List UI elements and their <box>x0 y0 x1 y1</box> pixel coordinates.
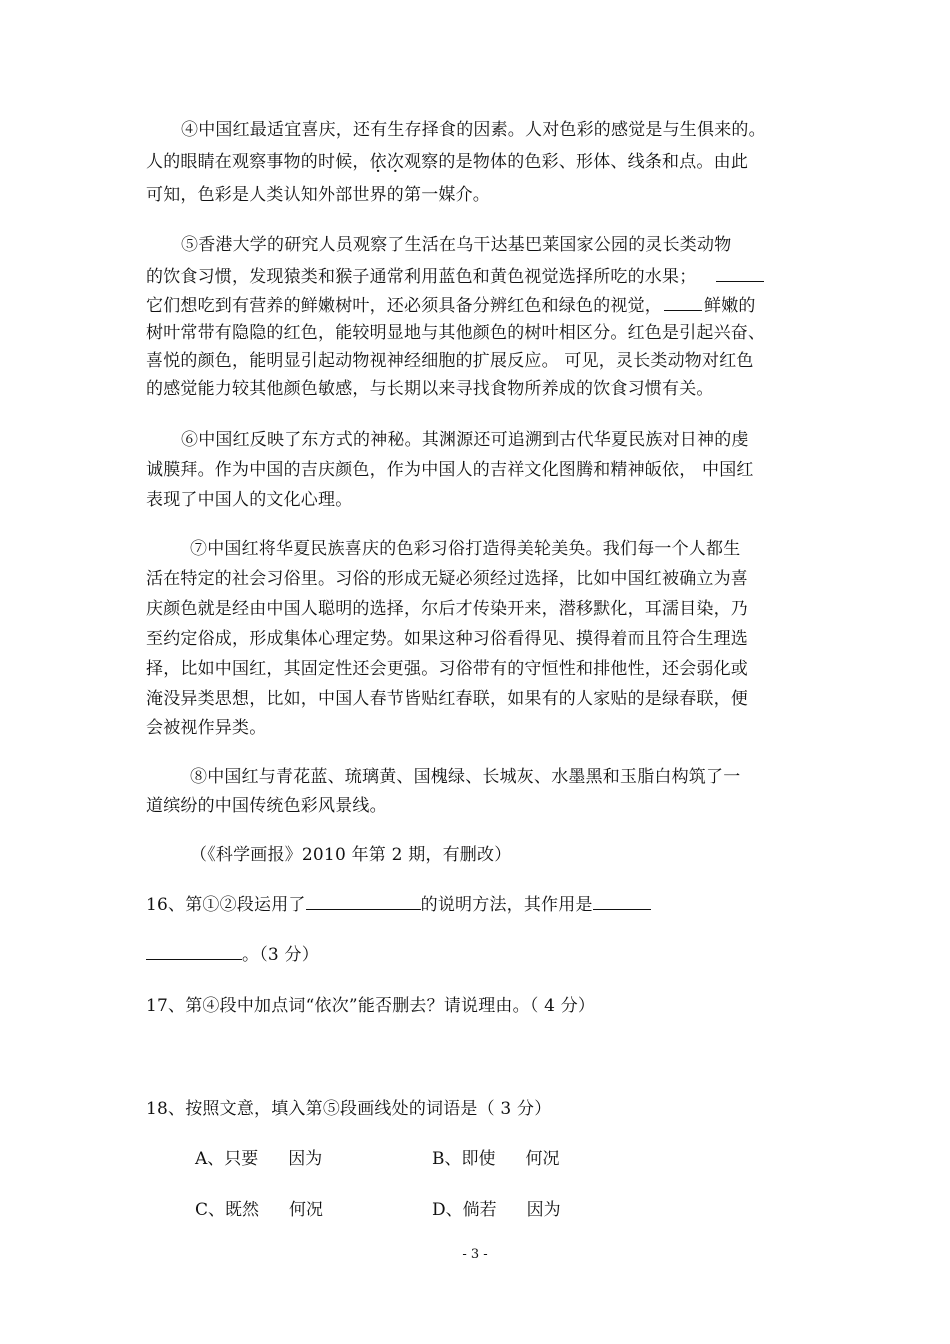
p4-line1: ④中国红最适宜喜庆，还有生存择食的因素。人对色彩的感觉是与生俱来的。 <box>181 120 766 140</box>
option-c-label: C、既然 <box>195 1200 260 1220</box>
p7-line7: 会被视作异类。 <box>146 718 267 738</box>
option-a-label: A、只要 <box>195 1149 259 1169</box>
q16-part1: 16、第①②段运用了 <box>146 895 306 915</box>
p7-line6: 淹没异类思想，比如，中国人春节皆贴红春联，如果有的人家贴的是绿春联，便 <box>146 689 748 709</box>
source-citation: （《科学画报》2010 年第 2 期，有删改） <box>190 845 512 865</box>
p7-line5: 择，比如中国红，其固定性还会更强。习俗带有的守恒性和排他性，还会弱化或 <box>146 659 748 679</box>
answer-blank-16c[interactable] <box>146 941 242 960</box>
option-c-word: 何况 <box>289 1200 324 1220</box>
option-a-word: 因为 <box>288 1149 323 1169</box>
option-b[interactable] <box>432 1146 560 1172</box>
page-number: - 3 - <box>462 1247 488 1262</box>
option-b-label: B、即使 <box>432 1149 496 1169</box>
p7-line1: ⑦中国红将华夏民族喜庆的色彩习俗打造得美轮美奂。我们每一个人都生 <box>190 539 741 559</box>
dotted-word-char-1: 依 <box>369 152 387 172</box>
question-16-cont <box>146 941 319 968</box>
p5-line2 <box>146 263 764 290</box>
p5-line4: 树叶常带有隐隐的红色，能较明显地与其他颜色的树叶相区分。红色是引起兴奋、 <box>146 323 766 343</box>
p6-line3: 表现了中国人的文化心理。 <box>146 490 353 510</box>
answer-blank-16a[interactable] <box>306 891 421 910</box>
p8-line1: ⑧中国红与青花蓝、琉璃黄、国槐绿、长城灰、水墨黑和玉脂白构筑了一 <box>190 767 741 787</box>
question-18: 18、按照文意，填入第⑤段画线处的词语是（ 3 分） <box>146 1099 552 1119</box>
option-d-word: 因为 <box>526 1200 561 1220</box>
fill-blank-2 <box>664 292 702 311</box>
p5-line3-after: 鲜嫩的 <box>704 296 756 316</box>
q16-part3: 。（3 分） <box>242 945 319 965</box>
p4-line2 <box>146 149 748 175</box>
p4-line3: 可知，色彩是人类认知外部世界的第一媒介。 <box>146 185 490 205</box>
p5-line5: 喜悦的颜色，能明显引起动物视神经细胞的扩展反应。 可见，灵长类动物对红色 <box>146 351 754 371</box>
p7-line2: 活在特定的社会习俗里。习俗的形成无疑必须经过选择，比如中国红被确立为喜 <box>146 569 748 589</box>
p5-line3 <box>146 292 756 319</box>
option-c[interactable] <box>195 1197 323 1223</box>
p8-line2: 道缤纷的中国传统色彩风景线。 <box>146 796 387 816</box>
p5-line2-text: 的饮食习惯，发现猿类和猴子通常利用蓝色和黄色视觉选择所吃的水果； <box>146 267 697 287</box>
p4-line2-after: 观察的是物体的色彩、形体、线条和点。由此 <box>404 152 749 172</box>
option-b-word: 何况 <box>525 1149 560 1169</box>
question-16 <box>146 891 651 918</box>
p5-line3-before: 它们想吃到有营养的鲜嫩树叶，还必须具备分辨红色和绿色的视觉， <box>146 296 662 316</box>
p6-line2: 诚膜拜。作为中国的吉庆颜色，作为中国人的吉祥文化图腾和精神皈依， 中国红 <box>146 460 754 480</box>
fill-blank-1 <box>716 263 764 282</box>
p4-line2-before: 人的眼睛在观察事物的时候， <box>146 152 370 172</box>
dotted-word-char-2: 次 <box>386 152 405 172</box>
question-17: 17、第④段中加点词“依次”能否删去？请说理由。（ 4 分） <box>146 996 596 1016</box>
option-a[interactable] <box>195 1146 322 1172</box>
p7-line3: 庆颜色就是经由中国人聪明的选择，尔后才传染开来，潜移默化，耳濡目染，乃 <box>146 599 748 619</box>
option-d[interactable] <box>432 1197 561 1223</box>
option-d-label: D、倘若 <box>432 1200 497 1220</box>
p5-line1: ⑤香港大学的研究人员观察了生活在乌干达基巴莱国家公园的灵长类动物 <box>181 235 732 255</box>
p7-line4: 至约定俗成，形成集体心理定势。如果这种习俗看得见、摸得着而且符合生理选 <box>146 629 748 649</box>
p6-line1: ⑥中国红反映了东方式的神秘。其渊源还可追溯到古代华夏民族对日神的虔 <box>181 430 749 450</box>
q16-part2: 的说明方法，其作用是 <box>420 895 593 915</box>
p5-line6: 的感觉能力较其他颜色敏感，与长期以来寻找食物所养成的饮食习惯有关。 <box>146 379 714 399</box>
answer-blank-16b[interactable] <box>593 891 651 910</box>
